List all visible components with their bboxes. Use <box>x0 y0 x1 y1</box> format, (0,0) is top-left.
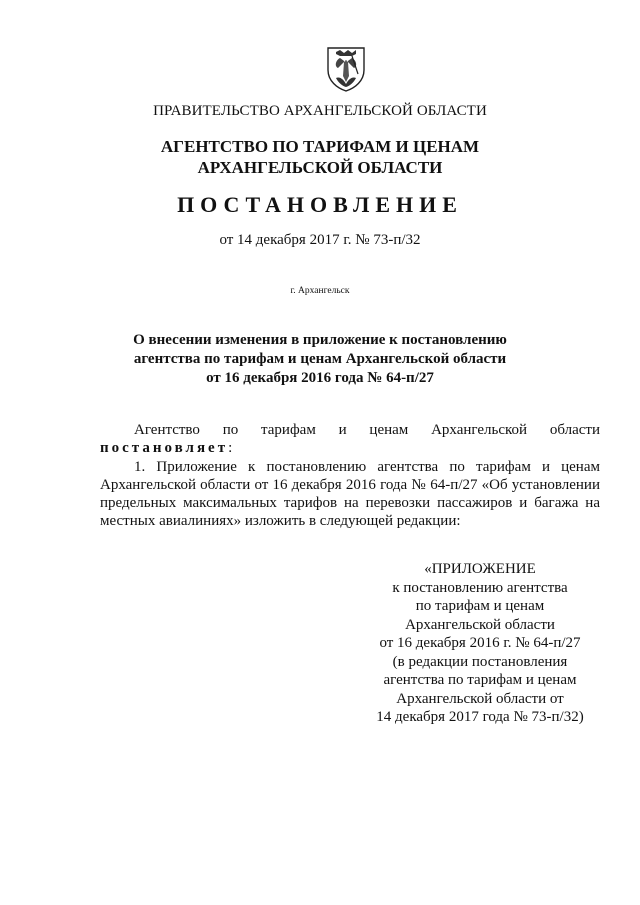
document-dateline: от 14 декабря 2017 г. № 73-п/32 <box>219 232 421 248</box>
coat-of-arms-icon <box>322 44 370 92</box>
appendix-line: агентства по тарифам и ценам <box>383 672 577 688</box>
agency-name <box>0 136 640 178</box>
agency-name-line1: АГЕНТСТВО ПО ТАРИФАМ И ЦЕНАМ <box>160 137 480 156</box>
appendix-line: Архангельской области <box>405 616 555 633</box>
appendix-heading <box>360 560 600 727</box>
intro-line: Агентство по тарифам и ценам Архангельской области <box>134 422 600 438</box>
appendix-line: к постановлению агентства <box>392 579 568 596</box>
subject-line2: агентства по тарифам и ценам Архангельской области <box>133 351 507 367</box>
appendix-line: 14 декабря 2017 года № 73-п/32) <box>376 709 584 725</box>
resolves-word: постановляет <box>100 440 229 456</box>
document-city: г. Архангельск <box>290 286 350 296</box>
appendix-line: «ПРИЛОЖЕНИЕ <box>424 561 536 577</box>
resolves-colon: : <box>228 440 233 456</box>
paragraph-1: 1. Приложение к постановлению агентства по тарифам и ценам Архангельской области от 16 декабря 2016 года № 64-п/27 «Об установлении предельных максимальных тарифов на перевозки пассажиров и багажа на местных авиалиниях» изложить в следующей редакции: <box>100 459 600 529</box>
subject-line1: О внесении изменения в приложение к постановлению <box>133 332 507 348</box>
document-type: ПОСТАНОВЛЕНИЕ <box>177 192 463 217</box>
appendix-line: от 16 декабря 2016 г. № 64-п/27 <box>379 635 581 651</box>
appendix-line: по тарифам и ценам <box>415 598 545 614</box>
appendix-line: Архангельской области от <box>396 690 564 707</box>
agency-name-line2: АРХАНГЕЛЬСКОЙ ОБЛАСТИ <box>197 158 443 177</box>
subject-line3: от 16 декабря 2016 года № 64-п/27 <box>206 370 434 386</box>
appendix-line: (в редакции постановления <box>392 653 568 670</box>
government-name: ПРАВИТЕЛЬСТВО АРХАНГЕЛЬСКОЙ ОБЛАСТИ <box>153 103 487 119</box>
intro-resolves-line <box>100 439 600 457</box>
document-subject <box>0 331 640 388</box>
